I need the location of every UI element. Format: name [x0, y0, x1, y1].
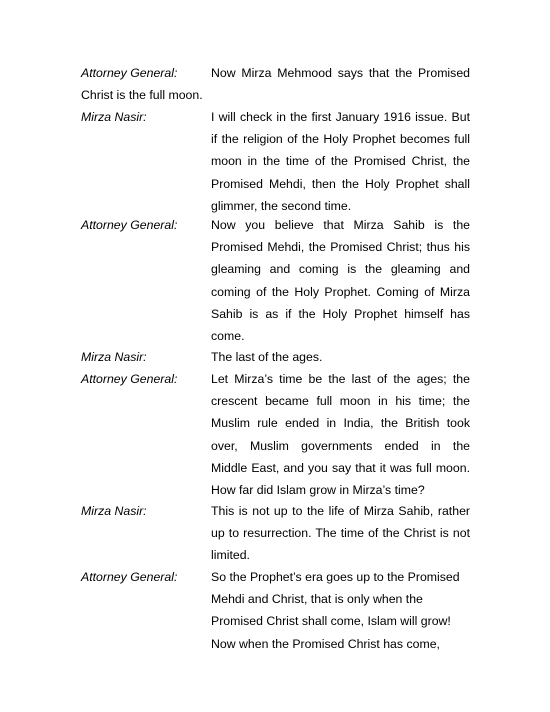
- dialogue-line: Let Mirza’s time be the last of the ages; the: [211, 372, 470, 386]
- dialogue-line: Now you believe that Mirza Sahib is the: [211, 218, 470, 232]
- dialogue-line: Now Mirza Mehmood says that the Promised: [211, 66, 470, 80]
- dialogue-entry: [81, 368, 470, 501]
- dialogue-line: How far did Islam grow in Mirza’s time?: [211, 482, 425, 497]
- dialogue-entry: [81, 346, 470, 368]
- speaker-label: Attorney General:: [81, 570, 178, 584]
- dialogue-line: gleaming and coming is the gleaming and: [211, 262, 470, 277]
- dialogue-line: Sahib is as if the Holy Prophet himself has: [211, 306, 470, 321]
- speaker-label: Mirza Nasir:: [81, 350, 147, 364]
- dialogue-line: Promised Christ shall come, Islam will grow!: [211, 614, 451, 629]
- dialogue-line: I will check in the first January 1916 issue. But: [211, 110, 470, 124]
- speaker-label: Attorney General:: [81, 66, 178, 80]
- dialogue-line: Promised Mehdi, the Promised Christ; thus his: [211, 240, 470, 255]
- dialogue-entry: [81, 62, 470, 106]
- dialogue-line: come.: [211, 328, 245, 343]
- dialogue-line: Mehdi and Christ, that is only when the: [211, 592, 423, 607]
- speaker-label: Mirza Nasir:: [81, 504, 147, 518]
- dialogue-entry: [81, 566, 470, 655]
- dialogue-line: crescent became full moon in his time; the: [211, 394, 470, 409]
- speaker-label: Mirza Nasir:: [81, 110, 147, 124]
- dialogue-line: Middle East, and you say that it was full moon.: [211, 460, 470, 475]
- dialogue-line: over, Muslim governments ended in the: [211, 438, 470, 453]
- dialogue-line: Now when the Promised Christ has come,: [211, 636, 440, 651]
- dialogue-entry: [81, 500, 470, 567]
- dialogue-line: moon in the time of the Promised Christ, the: [211, 154, 470, 169]
- dialogue-line: So the Prophet’s era goes up to the Promised: [211, 570, 460, 584]
- dialogue-entry: [81, 214, 470, 347]
- speaker-label: Attorney General:: [81, 218, 178, 232]
- dialogue-line: Muslim rule ended in India, the British took: [211, 416, 470, 431]
- dialogue-line: Promised Mehdi, then the Holy Prophet shall: [211, 176, 470, 191]
- dialogue-line: glimmer, the second time.: [211, 198, 352, 213]
- dialogue-line: if the religion of the Holy Prophet becomes full: [211, 132, 470, 147]
- dialogue-entry: [81, 106, 470, 217]
- dialogue-line: Christ is the full moon.: [81, 88, 203, 103]
- dialogue-line: This is not up to the life of Mirza Sahib, rather: [211, 504, 470, 518]
- dialogue-line: limited.: [211, 548, 250, 563]
- speaker-label: Attorney General:: [81, 372, 178, 386]
- dialogue-line: The last of the ages.: [211, 350, 323, 364]
- dialogue-line: up to resurrection. The time of the Christ is not: [211, 526, 470, 541]
- dialogue-line: coming of the Holy Prophet. Coming of Mirza: [211, 284, 470, 299]
